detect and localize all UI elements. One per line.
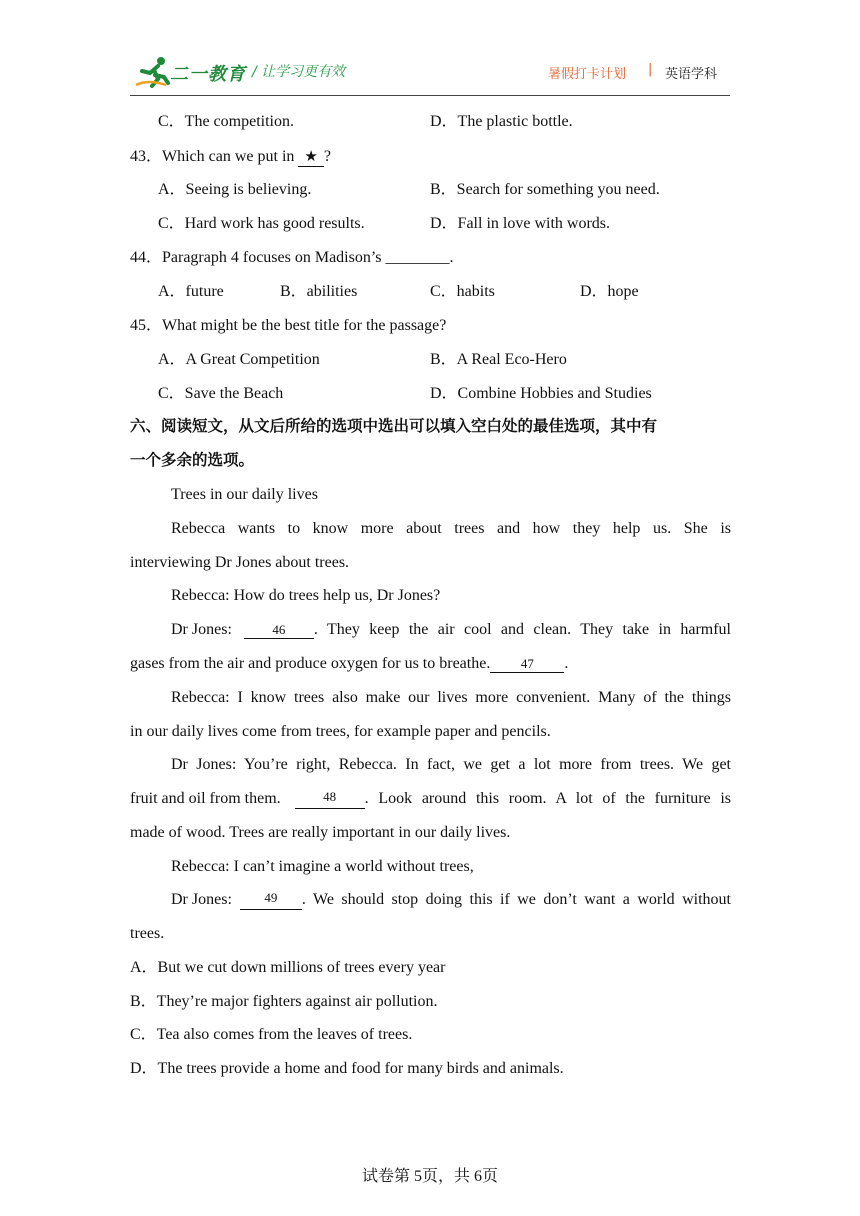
passage-p5-line3: made of wood. Trees are really important in our daily lives.: [130, 824, 511, 841]
q44-stem: 44．Paragraph 4 focuses on Madison’s ________.: [130, 249, 454, 266]
q45-option-b: B．A Real Eco-Hero: [430, 351, 567, 368]
q42-option-c: C．The competition.: [158, 113, 294, 130]
star-mark-icon: ★: [298, 146, 323, 167]
brand-slogan: / 让学习更有效: [252, 64, 346, 80]
q42-option-d: D．The plastic bottle.: [430, 113, 573, 130]
passage-title: Trees in our daily lives: [171, 486, 318, 503]
passage-p7-line1: [171, 890, 731, 910]
passage-p3-line2-suffix: .: [564, 655, 569, 672]
q43-option-d: D．Fall in love with words.: [430, 215, 610, 232]
passage-p1-line1: Rebecca wants to know more about trees and how they help us. She is: [171, 520, 731, 537]
q45-option-c: C．Save the Beach: [158, 385, 284, 402]
q43-stem-text: 43．Which can we put in: [130, 148, 299, 165]
q44-option-a: A．future: [158, 283, 224, 300]
q43-stem-suffix: ?: [323, 148, 331, 165]
passage-p6: Rebecca: I can’t imagine a world without trees,: [171, 858, 474, 875]
passage-p4-line2: in our daily lives come from trees, for example paper and pencils.: [130, 723, 551, 740]
passage-p1-line2: interviewing Dr Jones about trees.: [130, 554, 350, 571]
header-plan-label: 暑假打卡计划: [548, 67, 627, 82]
passage-p3-prefix: Dr Jones:: [171, 621, 236, 638]
section6-instruction-line1: 六、阅读短文，从文后所给的选项中选出可以填入空白处的最佳选项，其中有: [130, 417, 658, 435]
passage-p3-line2-text: gases from the air and produce oxygen for us to breathe.: [130, 655, 491, 672]
header-subject-label: 英语学科: [665, 67, 718, 82]
q45-option-d: D．Combine Hobbies and Studies: [430, 385, 652, 402]
runner-logo-icon: [134, 55, 174, 89]
section6-option-b: B．They’re major fighters against air pollution.: [130, 993, 438, 1010]
q43-stem: [130, 146, 331, 167]
passage-p4-line1: Rebecca: I know trees also make our lives more convenient. Many of the things: [171, 689, 731, 706]
blank-47[interactable]: 47: [490, 656, 564, 673]
passage-p3-line2: [130, 654, 568, 674]
passage-p3-line1-rest: . They keep the air cool and clean. They take in harmful: [313, 621, 731, 638]
q44-option-c: C．habits: [430, 283, 495, 300]
blank-48[interactable]: 48: [295, 789, 365, 809]
section6-instruction-line2: 一个多余的选项。: [130, 451, 255, 469]
passage-p7-prefix: Dr Jones:: [171, 891, 236, 908]
section6-option-d: D．The trees provide a home and food for many birds and animals.: [130, 1060, 564, 1077]
header-separator: |: [648, 62, 653, 77]
q44-option-d: D．hope: [580, 283, 639, 300]
passage-p3-line1: [171, 620, 731, 640]
q43-option-a: A．Seeing is believing.: [158, 181, 312, 198]
passage-p2: Rebecca: How do trees help us, Dr Jones?: [171, 587, 441, 604]
header-divider: [130, 95, 730, 96]
q43-option-c: C．Hard work has good results.: [158, 215, 365, 232]
passage-p7-line2: trees.: [130, 925, 165, 942]
section6-option-c: C．Tea also comes from the leaves of trees.: [130, 1026, 413, 1043]
passage-p5-line2-rest: . Look around this room. A lot of the furniture is: [364, 790, 731, 807]
page-footer: 试卷第 5页，共 6页: [361, 1168, 498, 1185]
section6-option-a: A．But we cut down millions of trees every year: [130, 959, 446, 976]
passage-p5-line2: [130, 789, 731, 809]
passage-p5-line1: Dr Jones: You’re right, Rebecca. In fact, we get a lot more from trees. We get: [171, 756, 731, 773]
passage-p5-line2-prefix: fruit and oil from them.: [130, 790, 285, 807]
q44-option-b: B．abilities: [280, 283, 358, 300]
blank-46[interactable]: 46: [244, 622, 314, 639]
brand-logo-text: 二一教育: [170, 64, 246, 85]
passage-p7-line1-rest: . We should stop doing this if we don’t want a world without: [301, 891, 731, 908]
blank-49[interactable]: 49: [240, 890, 302, 910]
q43-option-b: B．Search for something you need.: [430, 181, 660, 198]
q45-option-a: A．A Great Competition: [158, 351, 320, 368]
q45-stem: 45．What might be the best title for the passage?: [130, 317, 447, 334]
